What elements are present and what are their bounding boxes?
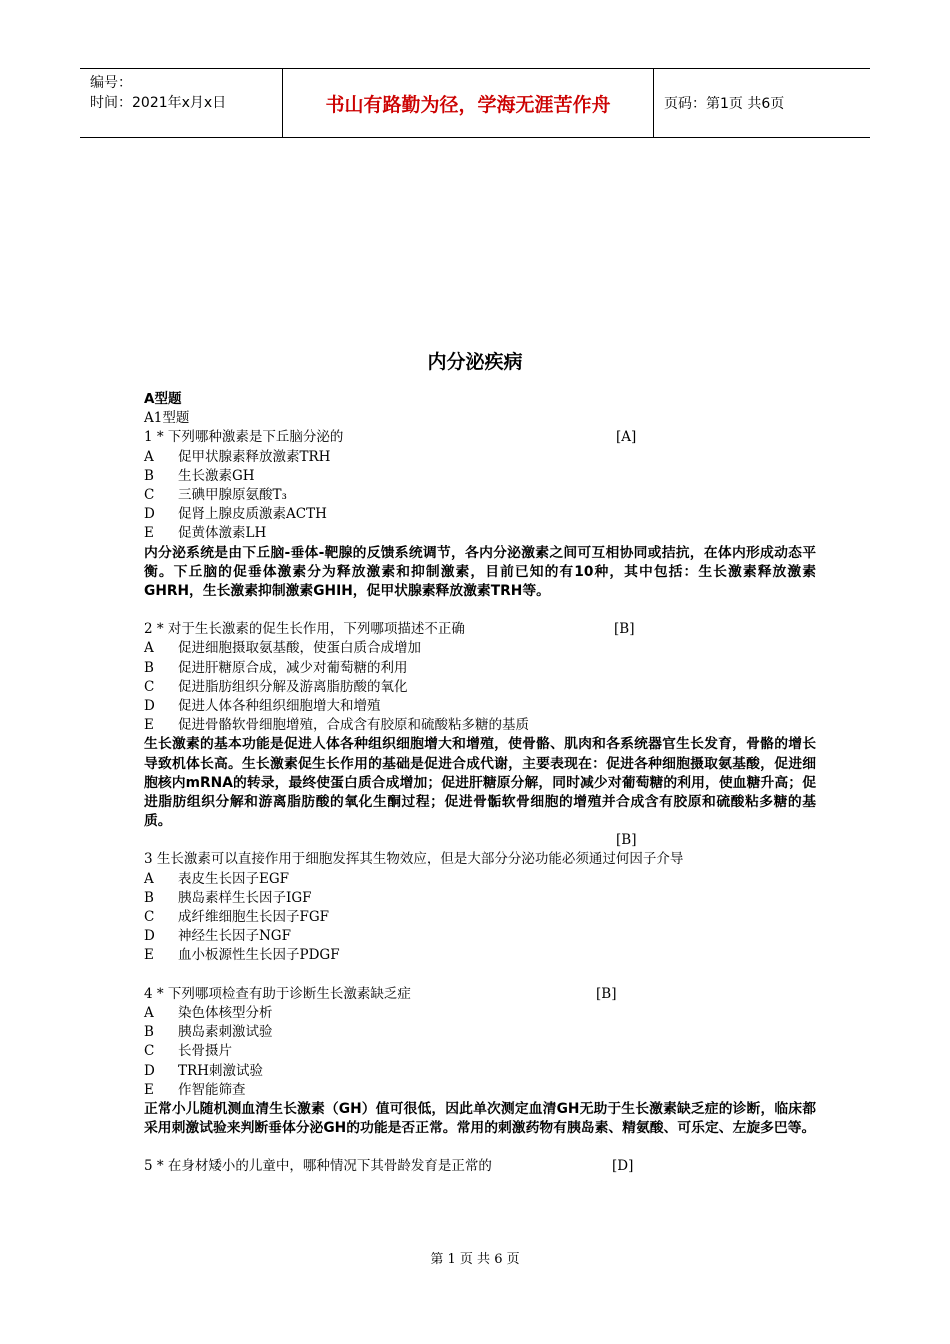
question-answer: [B] [596,985,617,1002]
option-text: 促进脂肪组织分解及游离脂肪酸的氧化 [178,678,408,695]
option-key: B [144,889,154,906]
option-text: 染色体核型分析 [178,1004,273,1021]
question-text: 2 * 对于生长激素的促生长作用，下列哪项描述不正确 [144,621,465,638]
question-explanation: 正常小儿随机测血清生长激素（GH）值可很低，因此单次测定血清GH无助于生长激素缺乏症的诊断，临床都采用刺激试验来判断垂体分泌GH的功能是否正常。常用的刺激药物有胰岛素、精氨酸、可乐定、左旋多巴等。 [144,1100,816,1137]
option-text: 促进肝糖原合成，减少对葡萄糖的利用 [178,659,408,676]
subsection-heading: A1型题 [144,410,190,427]
document-number-label: 编号： [90,75,132,91]
option-row [144,486,816,505]
question-4 [144,985,816,1139]
option-key: E [144,1081,154,1098]
option-row [144,1004,816,1023]
header-meta [80,69,282,137]
option-text: 促进细胞摄取氨基酸，使蛋白质合成增加 [178,640,421,657]
option-key: C [144,487,155,504]
question-explanation: 内分泌系统是由下丘脑-垂体-靶腺的反馈系统调节，各内分泌激素之间可互相协同或拮抗，在体内形成动态平衡。下丘脑的促垂体激素分为释放激素和抑制激素，目前已知的有10种，其中包括：生长激素释放激素GHRH，生长激素抑制激素GHIH，促甲状腺素释放激素TRH等。 [144,544,816,600]
question-text: 4 * 下列哪项检查有助于诊断生长激素缺乏症 [144,985,411,1002]
option-text: 成纤维细胞生长因子FGF [178,909,330,926]
option-row [144,889,816,908]
option-text: 胰岛素样生长因子IGF [178,889,312,906]
question-text: 1 * 下列哪种激素是下丘脑分泌的 [144,429,344,446]
question-answer: [B] [616,832,637,849]
option-key: B [144,467,154,484]
option-row [144,505,816,524]
option-key: C [144,678,155,695]
option-text: 三碘甲腺原氨酸T₃ [178,487,287,504]
option-row [144,716,816,735]
option-key: B [144,1024,154,1041]
option-row [144,1042,816,1061]
option-text: 表皮生长因子EGF [178,870,290,887]
option-key: C [144,1043,155,1060]
page-footer: 第 1 页 共 6 页 [430,1252,520,1267]
option-key: D [144,1062,155,1079]
option-text: 促进骨骼软骨细胞增殖，合成含有胶原和硫酸粘多糖的基质 [178,717,529,734]
question-2 [144,620,816,831]
option-text: 胰岛素刺激试验 [178,1024,273,1041]
option-text: 促进人体各种组织细胞增大和增殖 [178,698,381,715]
section-heading: A型题 [144,391,182,407]
option-key: B [144,659,154,676]
option-key: E [144,947,154,964]
header-motto: 书山有路勤为径，学海无涯苦作舟 [282,69,654,137]
option-text: 促肾上腺皮质激素ACTH [178,506,327,523]
option-key: D [144,506,155,523]
question-answer: [D] [612,1158,634,1175]
option-key: A [144,640,154,657]
option-row [144,908,816,927]
option-row [144,697,816,716]
option-key: D [144,698,155,715]
option-key: A [144,1004,154,1021]
option-row [144,927,816,946]
option-row [144,1081,816,1100]
option-key: A [144,870,154,887]
option-text: 生长激素GH [178,467,255,484]
option-row [144,946,816,965]
option-key: E [144,717,154,734]
option-text: 血小板源性生长因子PDGF [178,947,340,964]
document-body [144,390,816,1177]
option-row [144,678,816,697]
option-text: 作智能筛查 [178,1081,246,1098]
option-text: TRH刺激试验 [178,1062,263,1079]
option-row [144,639,816,658]
question-text: 5 * 在身材矮小的儿童中，哪种情况下其骨龄发育是正常的 [144,1158,492,1175]
page-header [80,68,870,138]
question-explanation: 生长激素的基本功能是促进人体各种组织细胞增大和增殖，使骨骼、肌肉和各系统器官生长发育，骨骼的增长导致机体长高。生长激素促生长作用的基础是促进合成代谢，主要表现在：促进各种细胞摄取氨基酸，促进细胞核内mRNA的转录，最终使蛋白质合成增加；促进肝糖原分解，同时减少对葡萄糖的利用，使血糖升高；促进脂肪组织分解和游离脂肪酸的氧化生酮过程；促进骨骺软骨细胞的增殖并合成含有胶原和硫酸粘多糖的基质。 [144,736,816,830]
option-row [144,870,816,889]
document-title: 内分泌疾病 [427,351,523,373]
question-5 [144,1157,816,1176]
option-row [144,448,816,467]
option-text: 促甲状腺素释放激素TRH [178,448,331,465]
header-page-label: 页码：第1页 共6页 [664,96,785,112]
option-row [144,659,816,678]
option-text: 促黄体激素LH [178,525,267,542]
option-row [144,1062,816,1081]
option-key: E [144,525,154,542]
option-row [144,524,816,543]
question-text: 3 生长激素可以直接作用于细胞发挥其生物效应，但是大部分分泌功能必须通过何因子介导 [144,851,684,868]
document-time-label: 时间：2021年x月x日 [90,95,227,111]
option-key: A [144,448,154,465]
question-3 [144,832,816,965]
option-text: 神经生长因子NGF [178,928,291,945]
option-text: 长骨摄片 [178,1043,232,1060]
option-key: D [144,928,155,945]
option-key: C [144,909,155,926]
option-row [144,467,816,486]
question-answer: [B] [614,621,635,638]
option-row [144,1023,816,1042]
question-1 [144,428,816,601]
question-answer: [A] [616,429,637,446]
